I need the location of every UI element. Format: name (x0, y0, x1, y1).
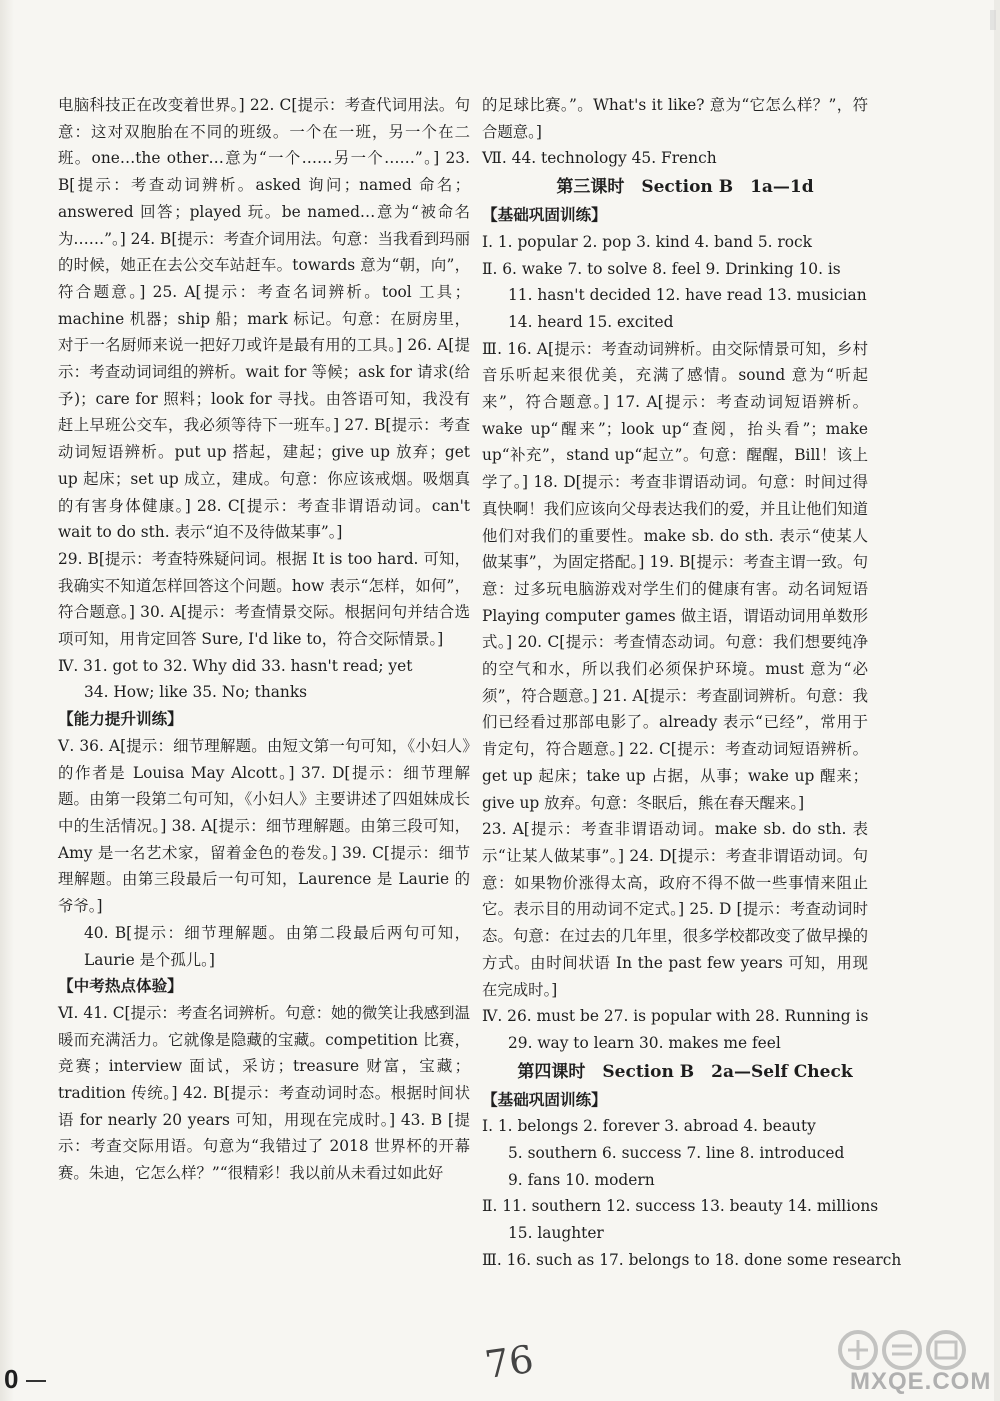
answer-row: 9. fans 10. modern (508, 1170, 655, 1189)
answer-row: 14. heard 15. excited (508, 312, 674, 331)
answer-paragraph: 40. B[提示：细节理解题。由第二段最后两句可知，Laurie 是个孤儿。] (84, 923, 470, 969)
section-heading: 【能力提升训练】 (58, 710, 183, 729)
lesson-title: 第三课时 Section B 1a—1d (556, 177, 814, 198)
right-column (482, 92, 902, 1274)
page-number-rule (26, 1380, 46, 1382)
section-heading: 【基础巩固训练】 (482, 206, 607, 225)
answer-row: 29. way to learn 30. makes me feel (508, 1033, 781, 1052)
answer-row: 15. laughter (508, 1224, 604, 1243)
answer-row: 11. hasn't decided 12. have read 13. musician (508, 286, 867, 305)
section-heading: 【中考热点体验】 (58, 977, 183, 996)
answer-paragraph: 29. B[提示：考查特殊疑问词。根据 It is too hard. 可知，我确实不知道怎样回答这个问题。how 表示“怎样，如何”，符合题意。] 30. A[提示：考查情景交际。根据问句并结合选项可知，用肯定回答 Sure, I'd like to，符合交际情景。] (58, 549, 470, 649)
answer-row: Ⅳ. 31. got to 32. Why did 33. hasn't read; yet (58, 656, 413, 675)
answer-row: Ⅱ. 11. southern 12. success 13. beauty 14. millions (482, 1197, 879, 1216)
answer-row: 34. How; like 35. No; thanks (84, 683, 308, 702)
left-column (58, 92, 470, 1187)
answer-paragraph: 电脑科技正在改变着世界。] 22. C[提示：考查代词用法。句意：这对双胞胎在不同的班级。一个在一班，另一个在二班。one…the other…意为“一个……另一个……”。] 23. B[提示：考查动词辨析。asked 询问；named 命名；answered 回答；played 玩。be named…意为“被命名为……”。] 24. B[提示：考查介词用法。句意：当我看到玛丽的时候，她正在去公交车站赶车。towards 意为“朝，向”，符合题意。] 25. A[提示：考查名词辨析。tool 工具；machine 机器；ship 船；mark 标记。句意：在厨房里，对于一名厨师来说一把好刀或许是最有用的工具。] 26. A[提示：考查动词词组的辨析。wait for 等候；ask for 请求(给予)；care for 照料；look for 寻找。由答语可知，我没有赶上早班公交车，我必须等待下一班车。] 27. B[提示：考查动词短语辨析。put up 搭起，建起；give up 放弃；get up 起床；set up 成立，建成。句意：你应该戒烟。吸烟真的有害身体健康。] 28. C[提示：考查非谓语动词。can't wait to do sth. 表示“迫不及待做某事”。] (58, 96, 470, 542)
answer-row: 5. southern 6. success 7. line 8. introduced (508, 1144, 845, 1163)
answer-paragraph: Ⅲ. 16. A[提示：考查动词辨析。由交际情景可知，乡村音乐听起来很优美，充满了感情。sound 意为“听起来”，符合题意。] 17. A[提示：考查动词短语辨析。wake up“醒来”；look up“查阅，抬头看”；make up“补充”，stand up“起立”。句意：醒醒，Bill！该上学了。] 18. D[提示：考查非谓语动词。句意：时间过得真快啊！我们应该向父母表达我们的爱，并且让他们知道他们对我们的重要性。make sb. do sth. 表示“使某人做某事”，为固定搭配。] 19. B[提示：考查主谓一致。句意：过多玩电脑游戏对学生们的健康有害。动名词短语 Playing computer games 做主语，谓语动词用单数形式。] 20. C[提示：考查情态动词。句意：我们想要纯净的空气和水，所以我们必须保护环境。must 意为“必须”，符合题意。] 21. A[提示：考查副词辨析。句意：我们已经看过那部电影了。already 表示“已经”，常用于肯定句，符合题意。] 22. C[提示：考查动词短语辨析。get up 起床；take up 占据，从事；wake up 醒来；give up 放弃。句意：冬眠后，熊在春天醒来。] (482, 339, 868, 812)
answer-paragraph: 23. A[提示：考查非谓语动词。make sb. do sth. 表示“让某人做某事”。] 24. D[提示：考查非谓语动词。句意：如果物价涨得太高，政府不得不做一些事情来阻止它。表示目的用动词不定式。] 25. D [提示：考查动词时态。句意：在过去的几年里，很多学校都改变了做早操的方式。由时间状语 In the past few years 可知，用现在完成时。] (482, 820, 868, 999)
answer-row: Ⅱ. 6. wake 7. to solve 8. feel 9. Drinking 10. is (482, 259, 841, 278)
scan-smudge (990, 10, 996, 30)
answer-row: Ⅰ. 1. popular 2. pop 3. kind 4. band 5. rock (482, 232, 812, 251)
page-edge-shadow-right (994, 0, 1000, 1401)
watermark-site-text: MXQE.COM (850, 1368, 992, 1395)
answer-paragraph: Ⅵ. 41. C[提示：考查名词辨析。句意：她的微笑让我感到温暖而充满活力。它就像是隐藏的宝藏。competition 比赛，竞赛；interview 面试，采访；treasure 财富，宝藏；tradition 传统。] 42. B[提示：考查动词时态。根据时间状语 for nearly 20 years 可知，用现在完成时。] 43. B [提示：考查交际用语。句意为“我错过了 2018 世界杯的开幕赛。朱迪，它怎么样？”“很精彩！我以前从未看过如此好 (58, 1003, 470, 1183)
section-heading: 【基础巩固训练】 (482, 1090, 607, 1109)
answer-row: Ⅰ. 1. belongs 2. forever 3. abroad 4. beauty (482, 1117, 816, 1136)
page-edge-shadow (0, 0, 14, 1401)
answer-row: Ⅳ. 26. must be 27. is popular with 28. Running is (482, 1007, 869, 1026)
answer-paragraph: 的足球比赛。”。What's it like? 意为“它怎么样？”，符合题意。] (482, 96, 868, 141)
page-number: 0 (4, 1364, 19, 1394)
answer-row: Ⅶ. 44. technology 45. French (482, 149, 717, 168)
lesson-title: 第四课时 Section B 2a—Self Check (517, 1061, 853, 1082)
answer-paragraph: Ⅴ. 36. A[提示：细节理解题。由短文第一句可知，《小妇人》的作者是 Louisa May Alcott。] 37. D[提示：细节理解题。由第一段第二句可知，《小妇人》主要讲述了四姐妹成长中的生活情况。] 38. A[提示：细节理解题。由第三段可知，Amy 是一名艺术家，留着金色的卷发。] 39. C[提示：细节理解题。由第三段最后一句可知，Laurence 是 Laurie 的爷爷。] (58, 736, 470, 916)
answer-row: Ⅲ. 16. such as 17. belongs to 18. done some research (482, 1250, 902, 1269)
handwritten-mark: 76 (482, 1336, 537, 1388)
